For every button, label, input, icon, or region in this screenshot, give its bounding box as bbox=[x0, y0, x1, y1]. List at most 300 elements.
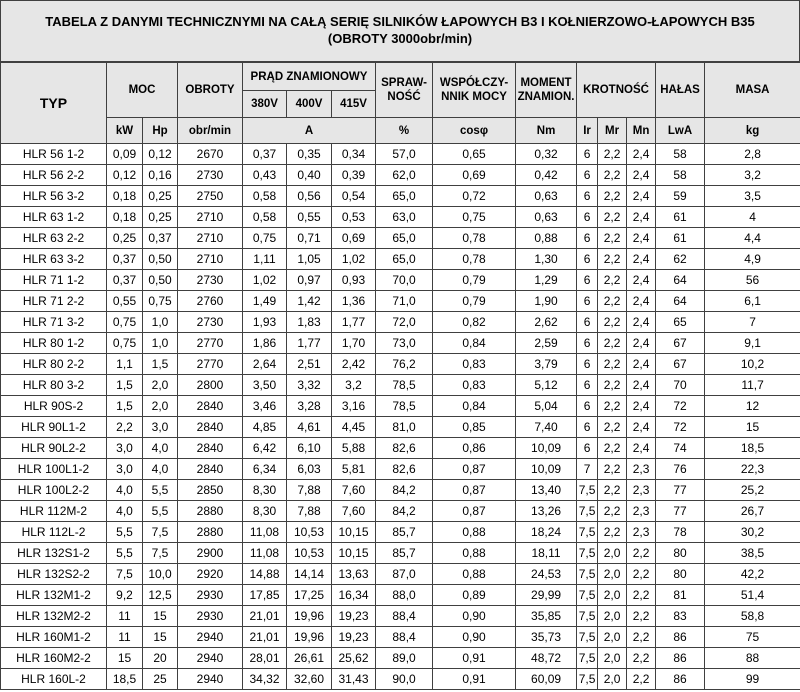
cell-380v: 21,01 bbox=[243, 606, 287, 627]
cell-obroty: 2840 bbox=[178, 438, 243, 459]
cell-ir: 6 bbox=[577, 312, 598, 333]
cell-obroty: 2880 bbox=[178, 501, 243, 522]
header-400v: 400V bbox=[287, 91, 332, 118]
cell-400v: 17,25 bbox=[287, 585, 332, 606]
cell-masa: 22,3 bbox=[705, 459, 800, 480]
cell-hp: 12,5 bbox=[143, 585, 178, 606]
cell-halas: 62 bbox=[656, 249, 705, 270]
cell-typ: HLR 63 3-2 bbox=[1, 249, 107, 270]
cell-hp: 20 bbox=[143, 648, 178, 669]
cell-ir: 6 bbox=[577, 375, 598, 396]
cell-415v: 10,15 bbox=[332, 522, 376, 543]
cell-masa: 75 bbox=[705, 627, 800, 648]
cell-380v: 1,49 bbox=[243, 291, 287, 312]
cell-415v: 1,70 bbox=[332, 333, 376, 354]
cell-moment: 2,62 bbox=[516, 312, 577, 333]
cell-mr: 2,0 bbox=[598, 606, 627, 627]
cell-obroty: 2850 bbox=[178, 480, 243, 501]
cell-mn: 2,4 bbox=[627, 333, 656, 354]
cell-hp: 4,0 bbox=[143, 438, 178, 459]
cell-typ: HLR 132M2-2 bbox=[1, 606, 107, 627]
cell-415v: 25,62 bbox=[332, 648, 376, 669]
cell-mr: 2,2 bbox=[598, 396, 627, 417]
header-masa: MASA bbox=[705, 63, 800, 118]
cell-halas: 77 bbox=[656, 501, 705, 522]
cell-moment: 24,53 bbox=[516, 564, 577, 585]
cell-ir: 7 bbox=[577, 459, 598, 480]
cell-moment: 13,26 bbox=[516, 501, 577, 522]
cell-mn: 2,4 bbox=[627, 270, 656, 291]
cell-380v: 34,32 bbox=[243, 669, 287, 690]
cell-mr: 2,2 bbox=[598, 354, 627, 375]
cell-moment: 35,73 bbox=[516, 627, 577, 648]
header-obroty: OBROTY bbox=[178, 63, 243, 118]
cell-typ: HLR 90S-2 bbox=[1, 396, 107, 417]
cell-masa: 26,7 bbox=[705, 501, 800, 522]
cell-415v: 3,2 bbox=[332, 375, 376, 396]
cell-415v: 0,34 bbox=[332, 144, 376, 165]
unit-ir: Ir bbox=[577, 118, 598, 144]
cell-400v: 10,53 bbox=[287, 522, 332, 543]
cell-moment: 0,42 bbox=[516, 165, 577, 186]
cell-typ: HLR 132M1-2 bbox=[1, 585, 107, 606]
cell-ir: 6 bbox=[577, 417, 598, 438]
cell-halas: 80 bbox=[656, 564, 705, 585]
cell-mn: 2,4 bbox=[627, 375, 656, 396]
cell-obroty: 2840 bbox=[178, 459, 243, 480]
cell-ir: 7,5 bbox=[577, 648, 598, 669]
cell-mr: 2,0 bbox=[598, 564, 627, 585]
cell-kw: 7,5 bbox=[107, 564, 143, 585]
cell-415v: 1,77 bbox=[332, 312, 376, 333]
cell-moment: 0,88 bbox=[516, 228, 577, 249]
cell-400v: 19,96 bbox=[287, 606, 332, 627]
table-header bbox=[1, 63, 800, 144]
cell-mn: 2,4 bbox=[627, 207, 656, 228]
cell-kw: 18,5 bbox=[107, 669, 143, 690]
cell-mr: 2,2 bbox=[598, 207, 627, 228]
cell-380v: 0,37 bbox=[243, 144, 287, 165]
cell-cosphi: 0,90 bbox=[433, 606, 516, 627]
cell-415v: 4,45 bbox=[332, 417, 376, 438]
cell-moment: 0,63 bbox=[516, 207, 577, 228]
cell-ir: 7,5 bbox=[577, 543, 598, 564]
cell-hp: 0,37 bbox=[143, 228, 178, 249]
header-krotnosc: KROTNOŚĆ bbox=[577, 63, 656, 118]
cell-380v: 21,01 bbox=[243, 627, 287, 648]
cell-kw: 5,5 bbox=[107, 543, 143, 564]
cell-380v: 0,58 bbox=[243, 207, 287, 228]
cell-sprawnosc: 81,0 bbox=[376, 417, 433, 438]
cell-kw: 0,37 bbox=[107, 270, 143, 291]
cell-sprawnosc: 85,7 bbox=[376, 543, 433, 564]
cell-380v: 3,46 bbox=[243, 396, 287, 417]
cell-hp: 5,5 bbox=[143, 501, 178, 522]
cell-415v: 10,15 bbox=[332, 543, 376, 564]
cell-sprawnosc: 89,0 bbox=[376, 648, 433, 669]
cell-halas: 67 bbox=[656, 354, 705, 375]
cell-hp: 10,0 bbox=[143, 564, 178, 585]
cell-hp: 0,75 bbox=[143, 291, 178, 312]
cell-mr: 2,0 bbox=[598, 648, 627, 669]
cell-380v: 11,08 bbox=[243, 522, 287, 543]
cell-sprawnosc: 73,0 bbox=[376, 333, 433, 354]
cell-mn: 2,3 bbox=[627, 501, 656, 522]
cell-mn: 2,4 bbox=[627, 354, 656, 375]
table-row bbox=[1, 228, 800, 249]
cell-ir: 6 bbox=[577, 228, 598, 249]
cell-halas: 61 bbox=[656, 207, 705, 228]
cell-400v: 0,71 bbox=[287, 228, 332, 249]
cell-typ: HLR 160M2-2 bbox=[1, 648, 107, 669]
cell-ir: 7,5 bbox=[577, 585, 598, 606]
table-body bbox=[1, 144, 800, 690]
cell-400v: 7,88 bbox=[287, 480, 332, 501]
cell-380v: 28,01 bbox=[243, 648, 287, 669]
cell-ir: 6 bbox=[577, 270, 598, 291]
cell-obroty: 2930 bbox=[178, 585, 243, 606]
cell-masa: 42,2 bbox=[705, 564, 800, 585]
cell-typ: HLR 71 2-2 bbox=[1, 291, 107, 312]
cell-masa: 18,5 bbox=[705, 438, 800, 459]
cell-cosphi: 0,88 bbox=[433, 564, 516, 585]
cell-halas: 67 bbox=[656, 333, 705, 354]
cell-kw: 0,18 bbox=[107, 186, 143, 207]
cell-400v: 3,28 bbox=[287, 396, 332, 417]
cell-obroty: 2760 bbox=[178, 291, 243, 312]
cell-380v: 0,58 bbox=[243, 186, 287, 207]
table-row bbox=[1, 522, 800, 543]
cell-380v: 14,88 bbox=[243, 564, 287, 585]
cell-hp: 7,5 bbox=[143, 543, 178, 564]
cell-moment: 18,11 bbox=[516, 543, 577, 564]
cell-mn: 2,4 bbox=[627, 417, 656, 438]
cell-ir: 7,5 bbox=[577, 501, 598, 522]
cell-sprawnosc: 90,0 bbox=[376, 669, 433, 690]
cell-380v: 1,86 bbox=[243, 333, 287, 354]
cell-obroty: 2920 bbox=[178, 564, 243, 585]
cell-moment: 10,09 bbox=[516, 459, 577, 480]
cell-typ: HLR 112L-2 bbox=[1, 522, 107, 543]
cell-415v: 5,88 bbox=[332, 438, 376, 459]
cell-kw: 0,18 bbox=[107, 207, 143, 228]
cell-mr: 2,0 bbox=[598, 627, 627, 648]
header-sprawnosc: SPRAW- NOŚĆ bbox=[376, 63, 433, 118]
cell-moment: 48,72 bbox=[516, 648, 577, 669]
header-halas: HAŁAS bbox=[656, 63, 705, 118]
cell-moment: 1,30 bbox=[516, 249, 577, 270]
cell-ir: 7,5 bbox=[577, 627, 598, 648]
cell-typ: HLR 132S1-2 bbox=[1, 543, 107, 564]
cell-cosphi: 0,91 bbox=[433, 648, 516, 669]
cell-mn: 2,4 bbox=[627, 228, 656, 249]
cell-ir: 6 bbox=[577, 438, 598, 459]
cell-obroty: 2730 bbox=[178, 270, 243, 291]
cell-kw: 0,55 bbox=[107, 291, 143, 312]
cell-400v: 0,40 bbox=[287, 165, 332, 186]
unit-obr: obr/min bbox=[178, 118, 243, 144]
title-line-2: (OBROTY 3000obr/min) bbox=[327, 31, 473, 46]
cell-hp: 0,50 bbox=[143, 249, 178, 270]
cell-mr: 2,2 bbox=[598, 501, 627, 522]
cell-cosphi: 0,90 bbox=[433, 627, 516, 648]
cell-halas: 77 bbox=[656, 480, 705, 501]
cell-masa: 99 bbox=[705, 669, 800, 690]
cell-obroty: 2840 bbox=[178, 417, 243, 438]
cell-moment: 13,40 bbox=[516, 480, 577, 501]
cell-hp: 3,0 bbox=[143, 417, 178, 438]
cell-ir: 6 bbox=[577, 144, 598, 165]
cell-380v: 3,50 bbox=[243, 375, 287, 396]
cell-halas: 58 bbox=[656, 165, 705, 186]
cell-400v: 1,42 bbox=[287, 291, 332, 312]
cell-415v: 0,69 bbox=[332, 228, 376, 249]
cell-typ: HLR 80 3-2 bbox=[1, 375, 107, 396]
cell-moment: 35,85 bbox=[516, 606, 577, 627]
cell-mn: 2,4 bbox=[627, 144, 656, 165]
cell-cosphi: 0,89 bbox=[433, 585, 516, 606]
cell-sprawnosc: 63,0 bbox=[376, 207, 433, 228]
header-moment: MOMENT ZNAMION. bbox=[516, 63, 577, 118]
cell-halas: 80 bbox=[656, 543, 705, 564]
cell-415v: 0,93 bbox=[332, 270, 376, 291]
cell-cosphi: 0,83 bbox=[433, 354, 516, 375]
cell-ir: 7,5 bbox=[577, 480, 598, 501]
cell-moment: 60,09 bbox=[516, 669, 577, 690]
cell-halas: 72 bbox=[656, 396, 705, 417]
cell-ir: 7,5 bbox=[577, 522, 598, 543]
cell-mn: 2,4 bbox=[627, 186, 656, 207]
cell-masa: 25,2 bbox=[705, 480, 800, 501]
cell-cosphi: 0,83 bbox=[433, 375, 516, 396]
cell-hp: 0,25 bbox=[143, 186, 178, 207]
cell-moment: 0,32 bbox=[516, 144, 577, 165]
cell-moment: 3,79 bbox=[516, 354, 577, 375]
cell-mr: 2,2 bbox=[598, 522, 627, 543]
cell-mr: 2,2 bbox=[598, 459, 627, 480]
cell-halas: 61 bbox=[656, 228, 705, 249]
cell-ir: 6 bbox=[577, 207, 598, 228]
cell-masa: 4 bbox=[705, 207, 800, 228]
cell-sprawnosc: 70,0 bbox=[376, 270, 433, 291]
cell-mr: 2,2 bbox=[598, 291, 627, 312]
cell-380v: 8,30 bbox=[243, 480, 287, 501]
cell-mr: 2,2 bbox=[598, 312, 627, 333]
cell-mr: 2,2 bbox=[598, 249, 627, 270]
cell-kw: 2,2 bbox=[107, 417, 143, 438]
cell-masa: 7 bbox=[705, 312, 800, 333]
cell-obroty: 2900 bbox=[178, 543, 243, 564]
cell-400v: 4,61 bbox=[287, 417, 332, 438]
cell-typ: HLR 100L2-2 bbox=[1, 480, 107, 501]
cell-mn: 2,4 bbox=[627, 396, 656, 417]
cell-ir: 7,5 bbox=[577, 564, 598, 585]
cell-obroty: 2940 bbox=[178, 627, 243, 648]
cell-mr: 2,2 bbox=[598, 480, 627, 501]
table-row bbox=[1, 648, 800, 669]
cell-sprawnosc: 88,4 bbox=[376, 627, 433, 648]
cell-kw: 0,75 bbox=[107, 312, 143, 333]
cell-mr: 2,2 bbox=[598, 165, 627, 186]
cell-mr: 2,0 bbox=[598, 585, 627, 606]
cell-cosphi: 0,88 bbox=[433, 522, 516, 543]
cell-halas: 72 bbox=[656, 417, 705, 438]
cell-ir: 6 bbox=[577, 396, 598, 417]
cell-hp: 5,5 bbox=[143, 480, 178, 501]
table-row bbox=[1, 438, 800, 459]
cell-typ: HLR 132S2-2 bbox=[1, 564, 107, 585]
cell-masa: 9,1 bbox=[705, 333, 800, 354]
cell-hp: 2,0 bbox=[143, 375, 178, 396]
cell-obroty: 2770 bbox=[178, 333, 243, 354]
cell-sprawnosc: 78,5 bbox=[376, 375, 433, 396]
cell-moment: 2,59 bbox=[516, 333, 577, 354]
specs-table bbox=[0, 62, 800, 690]
table-row bbox=[1, 417, 800, 438]
cell-masa: 88 bbox=[705, 648, 800, 669]
cell-obroty: 2750 bbox=[178, 186, 243, 207]
cell-380v: 8,30 bbox=[243, 501, 287, 522]
cell-hp: 0,12 bbox=[143, 144, 178, 165]
cell-kw: 0,75 bbox=[107, 333, 143, 354]
header-380v: 380V bbox=[243, 91, 287, 118]
cell-mr: 2,2 bbox=[598, 228, 627, 249]
cell-halas: 59 bbox=[656, 186, 705, 207]
cell-cosphi: 0,84 bbox=[433, 333, 516, 354]
cell-380v: 1,11 bbox=[243, 249, 287, 270]
cell-masa: 4,9 bbox=[705, 249, 800, 270]
cell-obroty: 2730 bbox=[178, 165, 243, 186]
table-row bbox=[1, 480, 800, 501]
cell-380v: 1,93 bbox=[243, 312, 287, 333]
cell-masa: 2,8 bbox=[705, 144, 800, 165]
cell-kw: 9,2 bbox=[107, 585, 143, 606]
cell-kw: 5,5 bbox=[107, 522, 143, 543]
cell-halas: 70 bbox=[656, 375, 705, 396]
cell-sprawnosc: 84,2 bbox=[376, 501, 433, 522]
unit-cos: cosφ bbox=[433, 118, 516, 144]
cell-cosphi: 0,84 bbox=[433, 396, 516, 417]
cell-sprawnosc: 62,0 bbox=[376, 165, 433, 186]
cell-400v: 0,56 bbox=[287, 186, 332, 207]
cell-400v: 1,83 bbox=[287, 312, 332, 333]
cell-mr: 2,0 bbox=[598, 543, 627, 564]
cell-ir: 6 bbox=[577, 249, 598, 270]
cell-ir: 6 bbox=[577, 165, 598, 186]
table-row bbox=[1, 543, 800, 564]
table-row bbox=[1, 564, 800, 585]
table-row bbox=[1, 627, 800, 648]
cell-obroty: 2770 bbox=[178, 354, 243, 375]
cell-cosphi: 0,79 bbox=[433, 270, 516, 291]
cell-halas: 64 bbox=[656, 270, 705, 291]
cell-masa: 38,5 bbox=[705, 543, 800, 564]
cell-sprawnosc: 87,0 bbox=[376, 564, 433, 585]
cell-415v: 19,23 bbox=[332, 606, 376, 627]
cell-kw: 11 bbox=[107, 627, 143, 648]
table-title bbox=[0, 0, 800, 62]
cell-mr: 2,2 bbox=[598, 186, 627, 207]
cell-mn: 2,4 bbox=[627, 249, 656, 270]
table-row bbox=[1, 501, 800, 522]
cell-380v: 11,08 bbox=[243, 543, 287, 564]
cell-hp: 7,5 bbox=[143, 522, 178, 543]
cell-mr: 2,2 bbox=[598, 438, 627, 459]
cell-obroty: 2710 bbox=[178, 228, 243, 249]
cell-sprawnosc: 82,6 bbox=[376, 438, 433, 459]
cell-mr: 2,2 bbox=[598, 417, 627, 438]
cell-masa: 30,2 bbox=[705, 522, 800, 543]
cell-kw: 11 bbox=[107, 606, 143, 627]
table-row bbox=[1, 144, 800, 165]
cell-400v: 0,55 bbox=[287, 207, 332, 228]
cell-halas: 64 bbox=[656, 291, 705, 312]
cell-cosphi: 0,87 bbox=[433, 501, 516, 522]
cell-400v: 10,53 bbox=[287, 543, 332, 564]
table-row bbox=[1, 333, 800, 354]
cell-halas: 86 bbox=[656, 648, 705, 669]
cell-kw: 0,25 bbox=[107, 228, 143, 249]
cell-400v: 6,10 bbox=[287, 438, 332, 459]
cell-moment: 0,63 bbox=[516, 186, 577, 207]
cell-400v: 0,97 bbox=[287, 270, 332, 291]
unit-kw: kW bbox=[107, 118, 143, 144]
unit-kg: kg bbox=[705, 118, 800, 144]
cell-sprawnosc: 84,2 bbox=[376, 480, 433, 501]
cell-kw: 3,0 bbox=[107, 459, 143, 480]
cell-masa: 15 bbox=[705, 417, 800, 438]
cell-halas: 86 bbox=[656, 627, 705, 648]
cell-masa: 11,7 bbox=[705, 375, 800, 396]
cell-cosphi: 0,69 bbox=[433, 165, 516, 186]
cell-masa: 3,5 bbox=[705, 186, 800, 207]
cell-typ: HLR 90L1-2 bbox=[1, 417, 107, 438]
cell-moment: 1,90 bbox=[516, 291, 577, 312]
cell-sprawnosc: 57,0 bbox=[376, 144, 433, 165]
cell-obroty: 2710 bbox=[178, 207, 243, 228]
cell-415v: 1,02 bbox=[332, 249, 376, 270]
cell-415v: 0,53 bbox=[332, 207, 376, 228]
cell-hp: 15 bbox=[143, 606, 178, 627]
table-row bbox=[1, 186, 800, 207]
cell-ir: 6 bbox=[577, 354, 598, 375]
table-row bbox=[1, 354, 800, 375]
cell-cosphi: 0,79 bbox=[433, 291, 516, 312]
cell-380v: 4,85 bbox=[243, 417, 287, 438]
cell-mn: 2,2 bbox=[627, 606, 656, 627]
cell-kw: 1,1 bbox=[107, 354, 143, 375]
cell-halas: 65 bbox=[656, 312, 705, 333]
cell-typ: HLR 160M1-2 bbox=[1, 627, 107, 648]
cell-380v: 17,85 bbox=[243, 585, 287, 606]
cell-380v: 2,64 bbox=[243, 354, 287, 375]
cell-masa: 6,1 bbox=[705, 291, 800, 312]
cell-415v: 2,42 bbox=[332, 354, 376, 375]
cell-halas: 76 bbox=[656, 459, 705, 480]
unit-hp: Hp bbox=[143, 118, 178, 144]
cell-masa: 58,8 bbox=[705, 606, 800, 627]
cell-obroty: 2800 bbox=[178, 375, 243, 396]
cell-sprawnosc: 88,4 bbox=[376, 606, 433, 627]
unit-lwa: LwA bbox=[656, 118, 705, 144]
cell-400v: 2,51 bbox=[287, 354, 332, 375]
cell-halas: 83 bbox=[656, 606, 705, 627]
cell-moment: 10,09 bbox=[516, 438, 577, 459]
table-row bbox=[1, 585, 800, 606]
cell-sprawnosc: 85,7 bbox=[376, 522, 433, 543]
cell-hp: 4,0 bbox=[143, 459, 178, 480]
cell-obroty: 2940 bbox=[178, 648, 243, 669]
